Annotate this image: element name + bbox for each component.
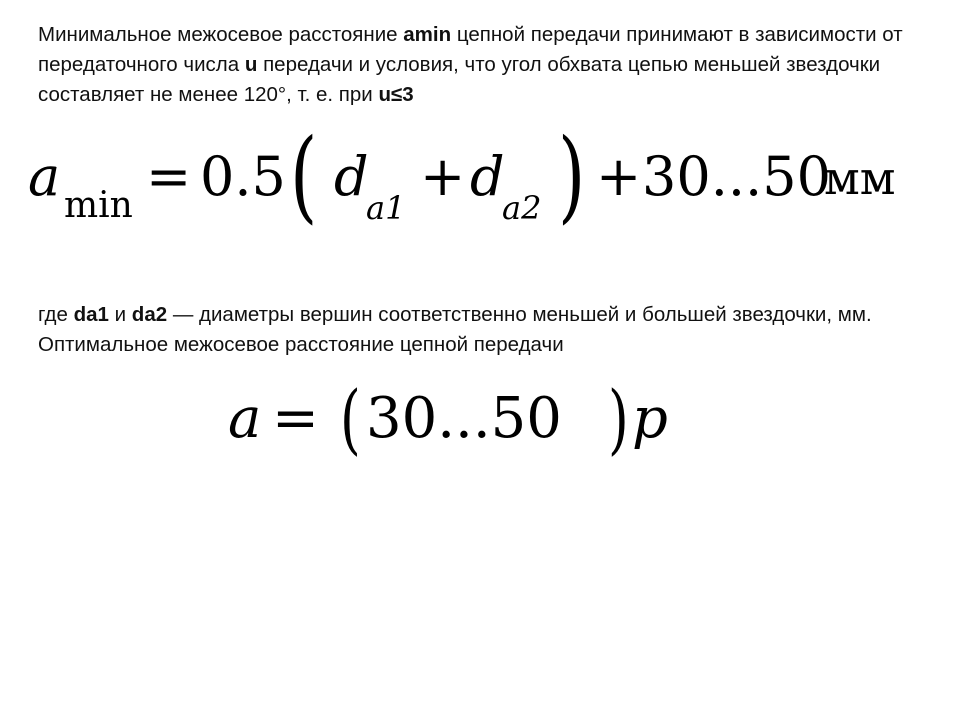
formula-amin-d2: d [470, 145, 505, 208]
term-u: u [244, 53, 258, 76]
formula-amin-equals: = [146, 145, 192, 208]
formula-optimal-lhs-var: a [228, 386, 262, 451]
formula-amin-plus: + [420, 145, 466, 208]
formula-amin-d1-sub: a1 [366, 189, 406, 227]
term-amin: amin [403, 23, 452, 46]
formula-amin [28, 117, 928, 245]
condition-u-le-3: u≤3 [378, 83, 414, 106]
def-text-2: и [108, 303, 132, 326]
intro-text-1: Минимальное межосевое расстояние [38, 23, 404, 46]
formula-amin-lparen: ( [290, 117, 318, 234]
formula-amin-d2-sub: a2 [502, 189, 542, 227]
formula-amin-plus2: + [596, 145, 642, 208]
def-text-3: — диаметры вершин соответственно меньшей и большей звездочки, мм. Оптимальное межосевое расстояние цепной передачи [38, 303, 872, 356]
formula-amin-d1: d [334, 145, 369, 208]
formula-optimal [228, 374, 708, 480]
formula-amin-lhs-var: a [28, 145, 61, 208]
formula-optimal-equals: = [272, 386, 319, 451]
def-text-1: где [38, 303, 74, 326]
intro-text-2: цепной передачи принимают в зависимости от передаточного числа [38, 23, 903, 76]
formula-amin-lhs-sub: min [64, 185, 133, 226]
formula-optimal-lparen: ( [340, 374, 361, 463]
term-da1: da1 [73, 303, 109, 326]
formula-amin-rparen: ) [558, 117, 586, 234]
formula-optimal-range: 30...50 [366, 386, 562, 451]
term-da2: da2 [131, 303, 168, 326]
intro-text-3: передачи и условия, что угол обхвата цепью меньшей звездочки составляет не менее 120°, т. е. при [38, 53, 881, 106]
formula-amin-unit: мм [824, 151, 896, 205]
formula-amin-coefficient: 0.5 [200, 145, 286, 208]
definition-paragraph [38, 300, 928, 360]
intro-paragraph [38, 20, 928, 110]
formula-optimal-rparen: ) [608, 374, 629, 463]
formula-optimal-pitch-var: p [632, 386, 668, 451]
formula-amin-range: 30...50 [642, 145, 831, 208]
